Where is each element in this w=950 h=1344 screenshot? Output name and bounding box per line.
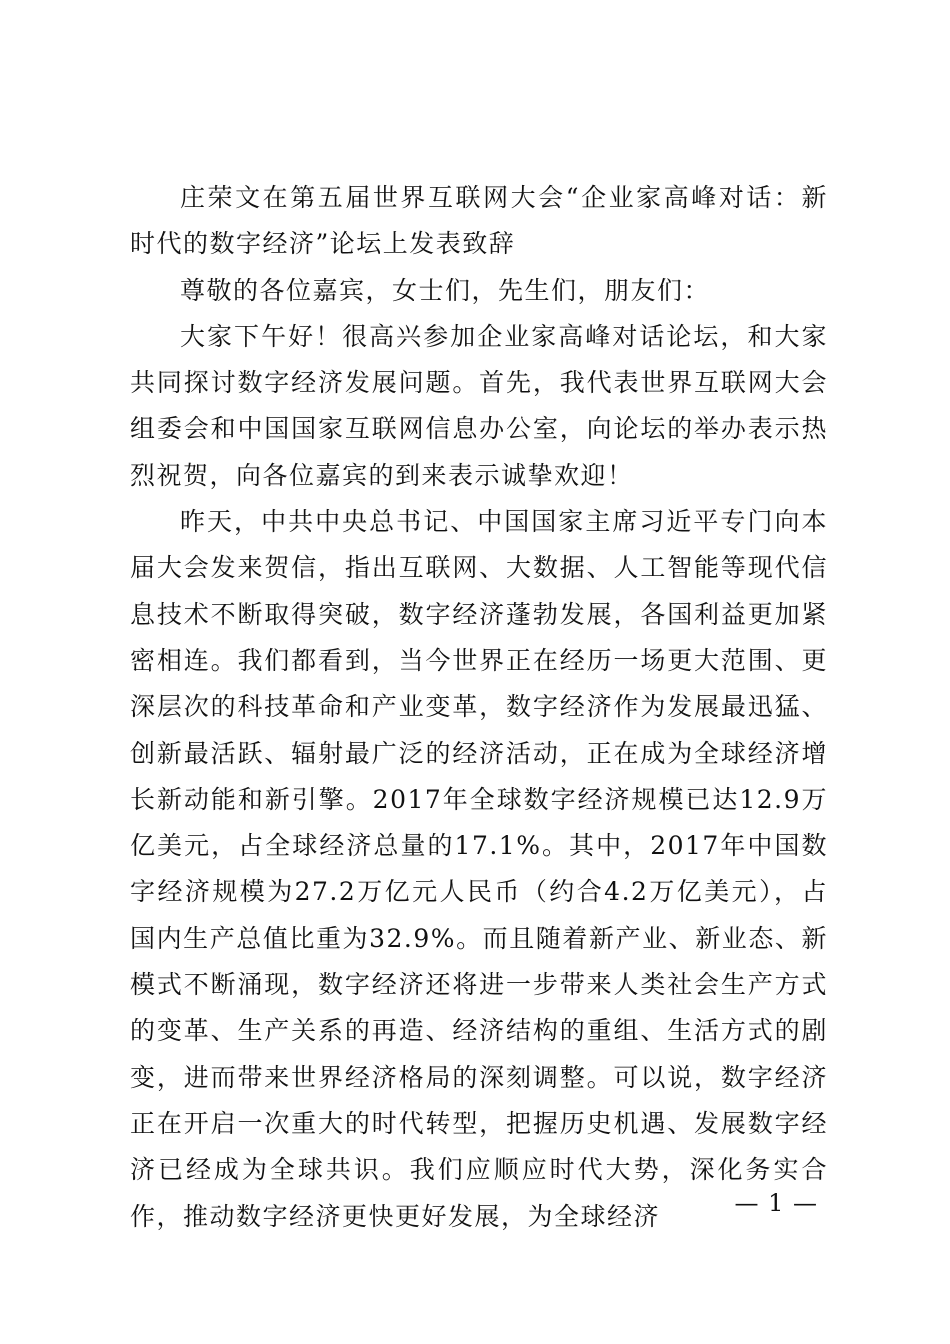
document-title: 庄荣文在第五届世界互联网大会“企业家高峰对话：新时代的数字经济”论坛上发表致辞 <box>130 183 828 259</box>
page-number: — 1 — <box>734 1189 818 1217</box>
body-paragraph: 大家下午好！很高兴参加企业家高峰对话论坛，和大家共同探讨数字经济发展问题。首先，我代表世界互联网大会组委会和中国国家互联网信息办公室，向论坛的举办表示热烈祝贺，向各位嘉宾的到来表示诚挚欢迎！ <box>130 321 828 490</box>
greeting-paragraph: 尊敬的各位嘉宾，女士们，先生们，朋友们： <box>180 275 711 305</box>
body-paragraph: 昨天，中共中央总书记、中国国家主席习近平专门向本届大会发来贺信，指出互联网、大数据、人工智能等现代信息技术不断取得突破，数字经济蓬勃发展，各国利益更加紧密相连。我们都看到，当今世界正在经历一场更大范围、更深层次的科技革命和产业变革，数字经济作为发展最迅猛、创新最活跃、辐射最广泛的经济活动，正在成为全球经济增长新动能和新引擎。2017年全球数字经济规模已达12.9万亿美元，占全球经济总量的17.1%。其中，2017年中国数字经济规模为27.2万亿元人民币（约合4.2万亿美元），占国内生产总值比重为32.9%。而且随着新产业、新业态、新模式不断涌现，数字经济还将进一步带来人类社会生产方式的变革、生产关系的再造、经济结构的重组、生活方式的剧变，进而带来世界经济格局的深刻调整。可以说，数字经济正在开启一次重大的时代转型，把握历史机遇、发展数字经济已经成为全球共识。我们应顺应时代大势，深化务实合作，推动数字经济更快更好发展，为全球经济 <box>130 507 828 1231</box>
document-body <box>130 175 828 1240</box>
